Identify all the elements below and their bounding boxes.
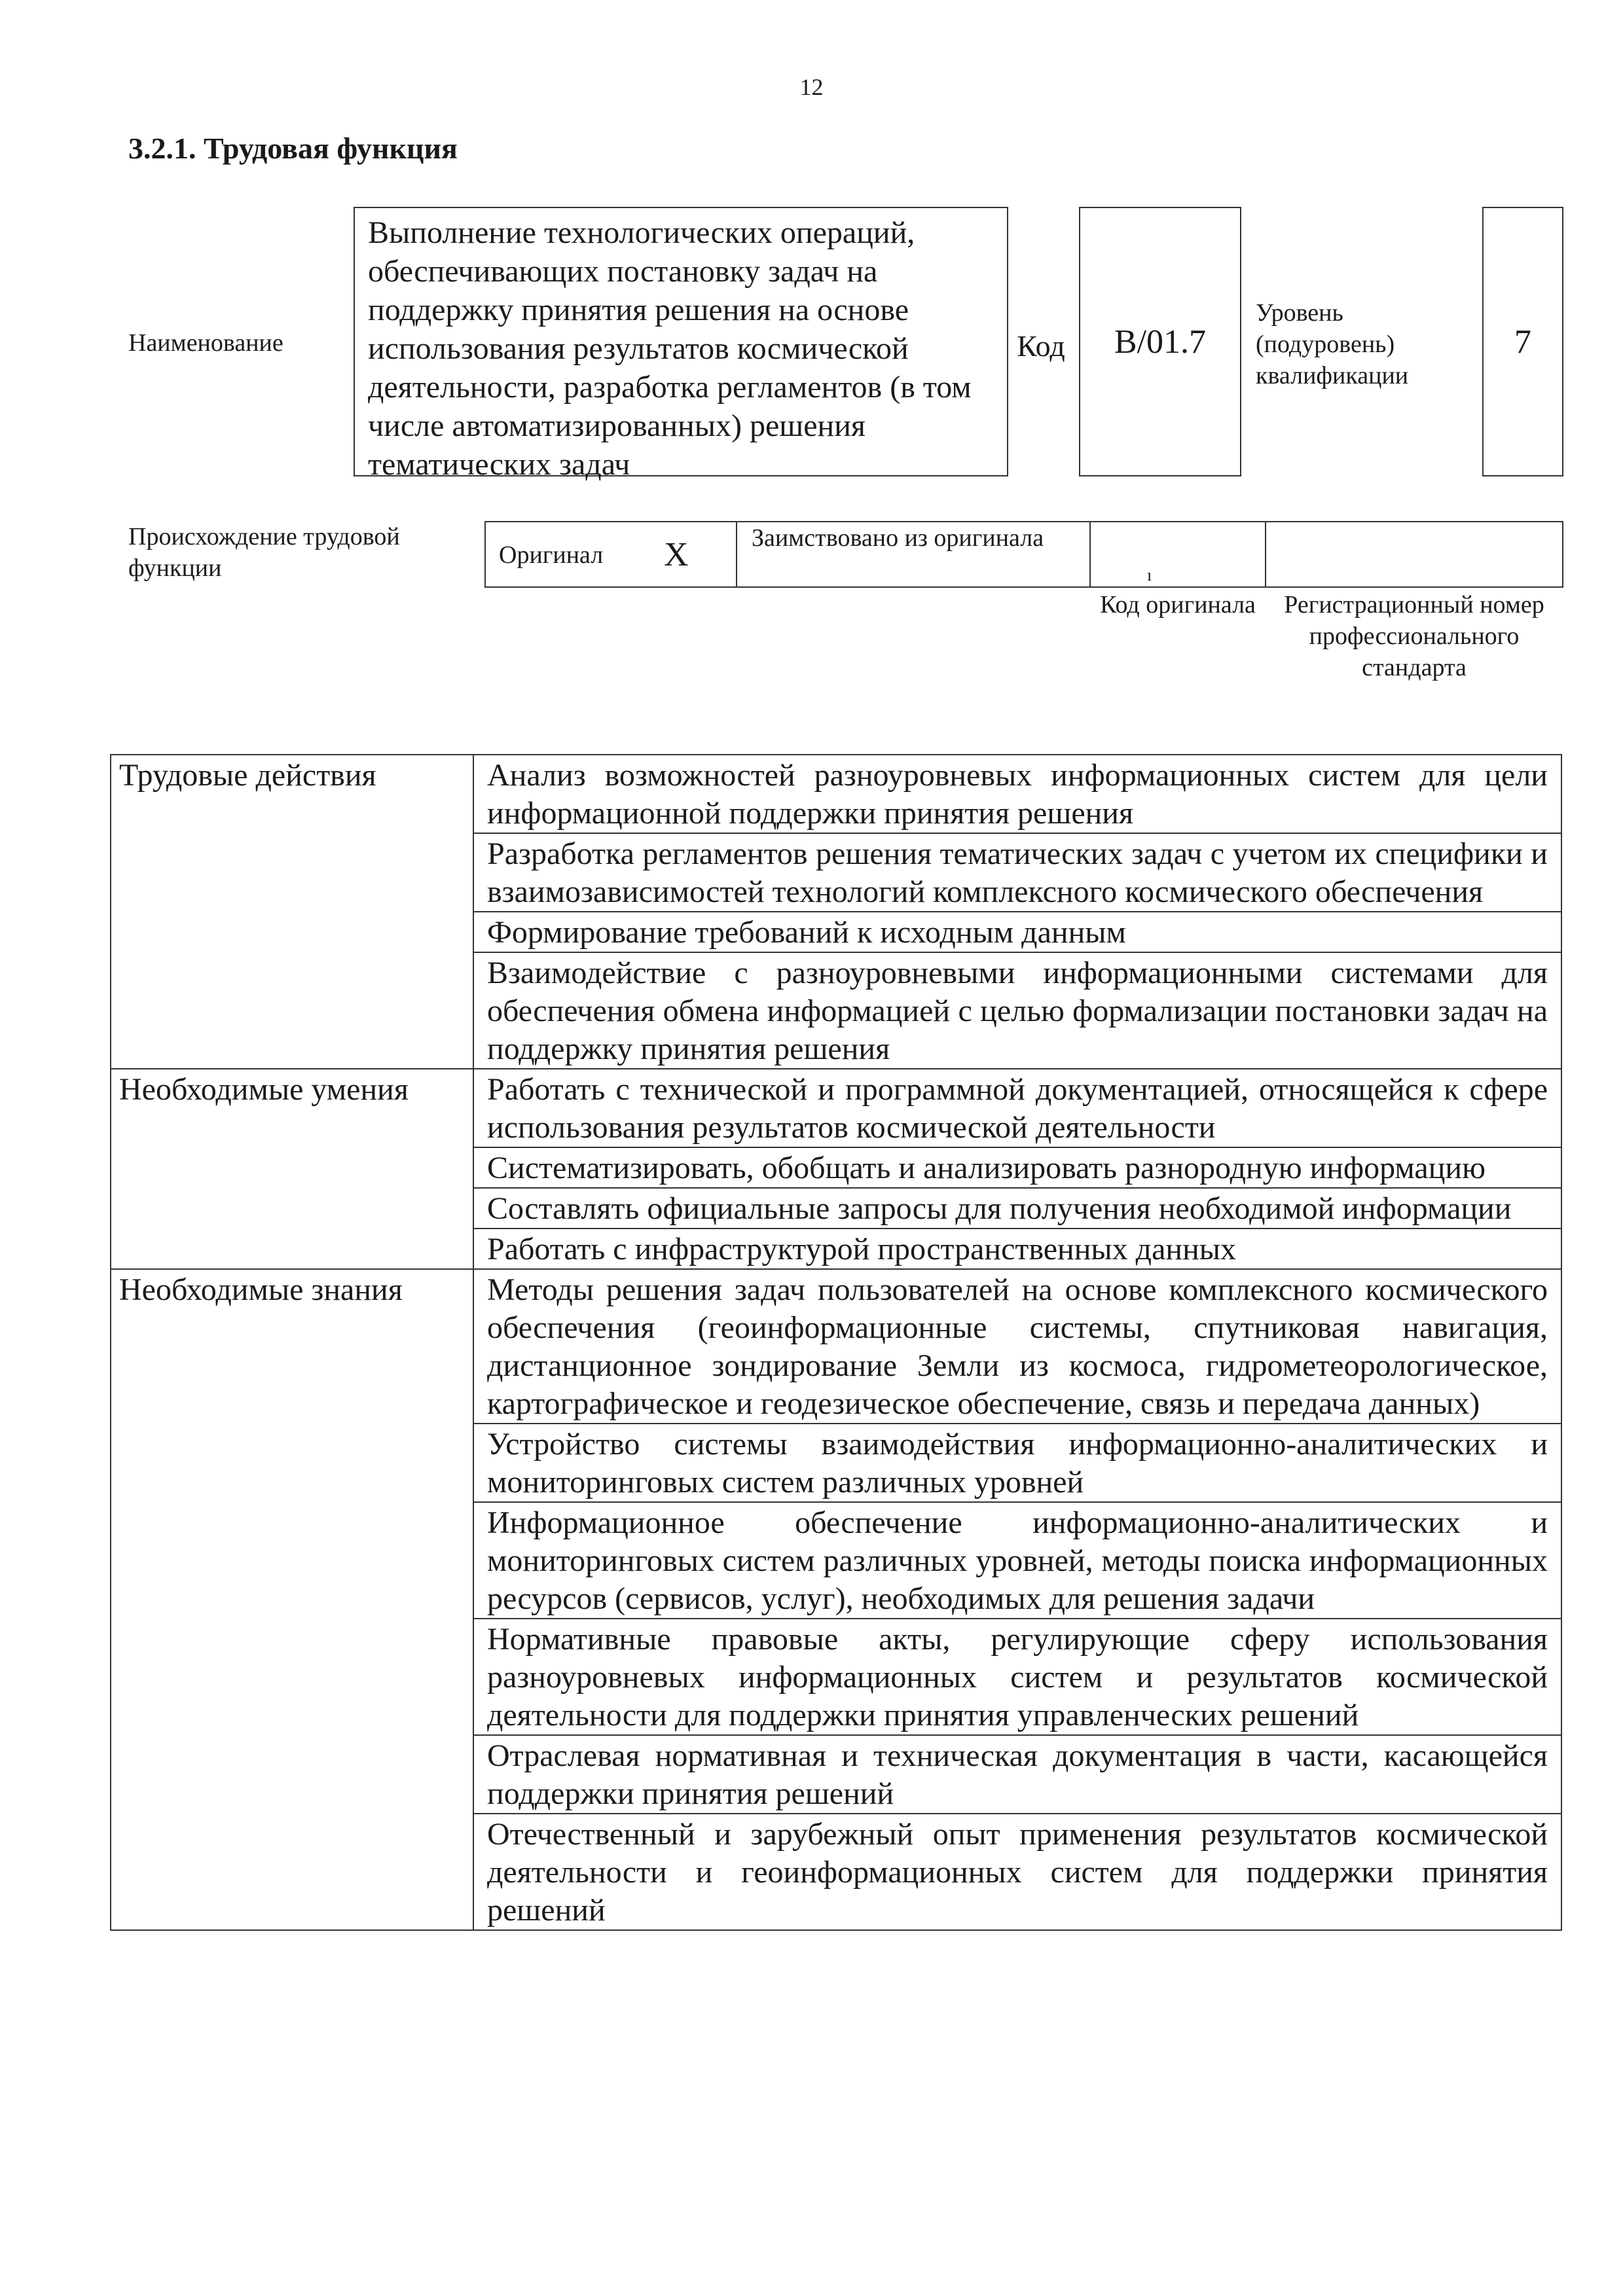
- origin-original-mark: X: [664, 536, 689, 573]
- code-original-caption: Код оригинала: [1100, 591, 1256, 619]
- item-cell: Информационное обеспечение информационно-аналитических и мониторинговых систем различных уровней, методы поиска информационных ресурсов (сервисов, услуг), необходимых для решения задачи: [473, 1502, 1561, 1619]
- item-cell: Методы решения задач пользователей на основе комплексного космического обеспечения (геоинформационные системы, спутниковая навигация, дистанционное зондирование Земли из космоса, гидрометеорологическое, картографическое и геодезическое обеспечение, связь и передача данных): [473, 1269, 1561, 1424]
- origin-code-cell: [1089, 521, 1266, 588]
- table-row: [111, 1269, 1561, 1424]
- item-cell: Работать с технической и программной документацией, относящейся к сфере использования результатов космической деятельности: [473, 1069, 1561, 1147]
- code-value: B/01.7: [1114, 323, 1207, 361]
- section-title: 3.2.1. Трудовая функция: [128, 132, 458, 165]
- function-table: [110, 754, 1562, 1931]
- item-cell: Анализ возможностей разноуровневых информационных систем для цели информационной поддержки принятия решения: [473, 755, 1561, 833]
- level-value: 7: [1514, 323, 1531, 361]
- category-cell: Трудовые действия: [111, 755, 473, 1069]
- item-cell: Разработка регламентов решения тематических задач с учетом их специфики и взаимозависимостей технологий комплексного космического обеспечения: [473, 833, 1561, 912]
- origin-label: Происхождение трудовой функции: [128, 523, 400, 582]
- item-cell: Отечественный и зарубежный опыт применения результатов космической деятельности и геоинформационных систем для поддержки принятия решений: [473, 1814, 1561, 1930]
- name-label: Наименование: [128, 329, 283, 357]
- item-cell: Систематизировать, обобщать и анализировать разнородную информацию: [473, 1147, 1561, 1188]
- category-cell: Необходимые умения: [111, 1069, 473, 1269]
- origin-borrowed-label: Заимствовано из оригинала: [752, 524, 1044, 552]
- table-row: [111, 1069, 1561, 1147]
- item-cell: Отраслевая нормативная и техническая документация в части, касающейся поддержки принятия решений: [473, 1735, 1561, 1814]
- category-cell: Необходимые знания: [111, 1269, 473, 1930]
- item-cell: Взаимодействие с разноуровневыми информационными системами для обеспечения обмена информацией с целью формализации постановки задач на поддержку принятия решения: [473, 952, 1561, 1069]
- name-value: Выполнение технологических операций, обеспечивающих постановку задач на поддержку принятия решения на основе использования результатов космической деятельности, разработка регламентов (в том числе автоматизированных) решения тематических задач: [368, 215, 972, 482]
- origin-original-cell: [484, 521, 737, 588]
- page-number: 12: [799, 74, 824, 100]
- item-cell: Нормативные правовые акты, регулирующие сферу использования разноуровневых информационных систем и результатов космической деятельности для поддержки принятия управленческих решений: [473, 1619, 1561, 1735]
- reg-number-caption: Регистрационный номер профессионального стандарта: [1284, 591, 1544, 681]
- origin-reg-cell: [1265, 521, 1563, 588]
- item-cell: Работать с инфраструктурой пространственных данных: [473, 1229, 1561, 1269]
- level-label: Уровень (подуровень) квалификации: [1256, 299, 1409, 389]
- item-cell: Устройство системы взаимодействия информационно-аналитических и мониторинговых систем различных уровней: [473, 1424, 1561, 1502]
- code-label: Код: [1017, 329, 1065, 363]
- item-cell: Составлять официальные запросы для получения необходимой информации: [473, 1188, 1561, 1229]
- origin-code-mark: ı: [1147, 565, 1152, 584]
- origin-original-label: Оригинал: [499, 541, 604, 569]
- code-box: [1079, 207, 1241, 476]
- item-cell: Формирование требований к исходным данным: [473, 912, 1561, 952]
- level-box: [1482, 207, 1563, 476]
- name-box: [354, 207, 1008, 482]
- origin-borrowed-cell: [736, 521, 1091, 588]
- table-row: [111, 755, 1561, 833]
